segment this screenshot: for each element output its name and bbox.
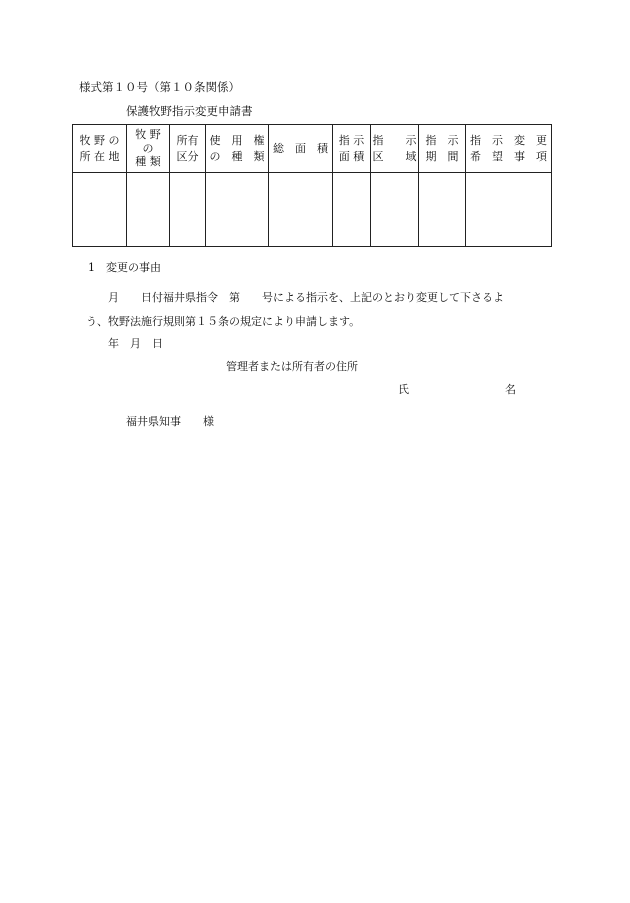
header-change-request-line2: 希 望 事 項 (470, 149, 547, 163)
address-label: 管理者または所有者の住所 (226, 360, 358, 373)
header-cell-instructed-zone (371, 125, 419, 173)
header-instructed-zone-line1: 指 示 (372, 133, 417, 147)
header-instructed-area-line1: 指 示 (338, 133, 365, 147)
header-cell-total-area (269, 125, 333, 173)
body-text-line1: 月 日付福井県指令 第 号による指示を、上記のとおり変更して下さるよ (108, 291, 504, 304)
input-cell-instructed-zone[interactable] (371, 173, 419, 247)
input-cell-change-request[interactable] (466, 173, 552, 247)
header-instructed-period-line2: 期 間 (425, 149, 459, 163)
input-cell-location[interactable] (73, 173, 127, 247)
addressee: 福井県知事 様 (126, 415, 214, 428)
input-cell-ownership[interactable] (170, 173, 206, 247)
header-usage-right-line2: の 種 類 (209, 149, 265, 163)
section-reason-heading: 1 変更の事由 (88, 261, 161, 274)
header-instructed-zone-line2: 区 域 (372, 149, 417, 163)
input-cell-instructed-area[interactable] (333, 173, 371, 247)
input-cell-pasture-type[interactable] (127, 173, 170, 247)
name-label-given: 名 (505, 383, 516, 396)
application-table (72, 124, 552, 247)
header-location-line2: 所 在 地 (79, 149, 120, 163)
table-input-row (73, 173, 552, 247)
header-pasture-type-line3: 種 類 (135, 155, 161, 169)
header-ownership-line1: 所有 (176, 133, 199, 147)
name-label-family: 氏 (398, 383, 409, 396)
header-total-area-line1: 総 面 積 (273, 141, 328, 155)
input-cell-instructed-period[interactable] (419, 173, 466, 247)
header-cell-instructed-area (333, 125, 371, 173)
header-ownership-line2: 区分 (176, 149, 199, 163)
input-cell-total-area[interactable] (269, 173, 333, 247)
header-cell-usage-right (206, 125, 269, 173)
header-cell-change-request (466, 125, 552, 173)
header-cell-instructed-period (419, 125, 466, 173)
table-header-row (73, 125, 552, 173)
document-title: 保護牧野指示変更申請書 (126, 104, 253, 118)
header-location-line1: 牧 野 の (79, 133, 120, 147)
header-cell-ownership (170, 125, 206, 173)
header-pasture-type-line1: 牧 野 (135, 127, 161, 141)
header-pasture-type-line2: の (142, 141, 154, 155)
header-instructed-area-line2: 面 積 (338, 149, 365, 163)
header-change-request-line1: 指 示 変 更 (470, 133, 547, 147)
header-cell-pasture-type (127, 125, 170, 173)
header-cell-location (73, 125, 127, 173)
date-line: 年 月 日 (108, 337, 163, 350)
header-usage-right-line1: 使 用 権 (209, 133, 265, 147)
header-instructed-period-line1: 指 示 (425, 133, 459, 147)
input-cell-usage-right[interactable] (206, 173, 269, 247)
form-number: 様式第１０号（第１０条関係） (79, 80, 240, 94)
body-text-line2: う、牧野法施行規則第１５条の規定により申請します。 (86, 315, 361, 328)
